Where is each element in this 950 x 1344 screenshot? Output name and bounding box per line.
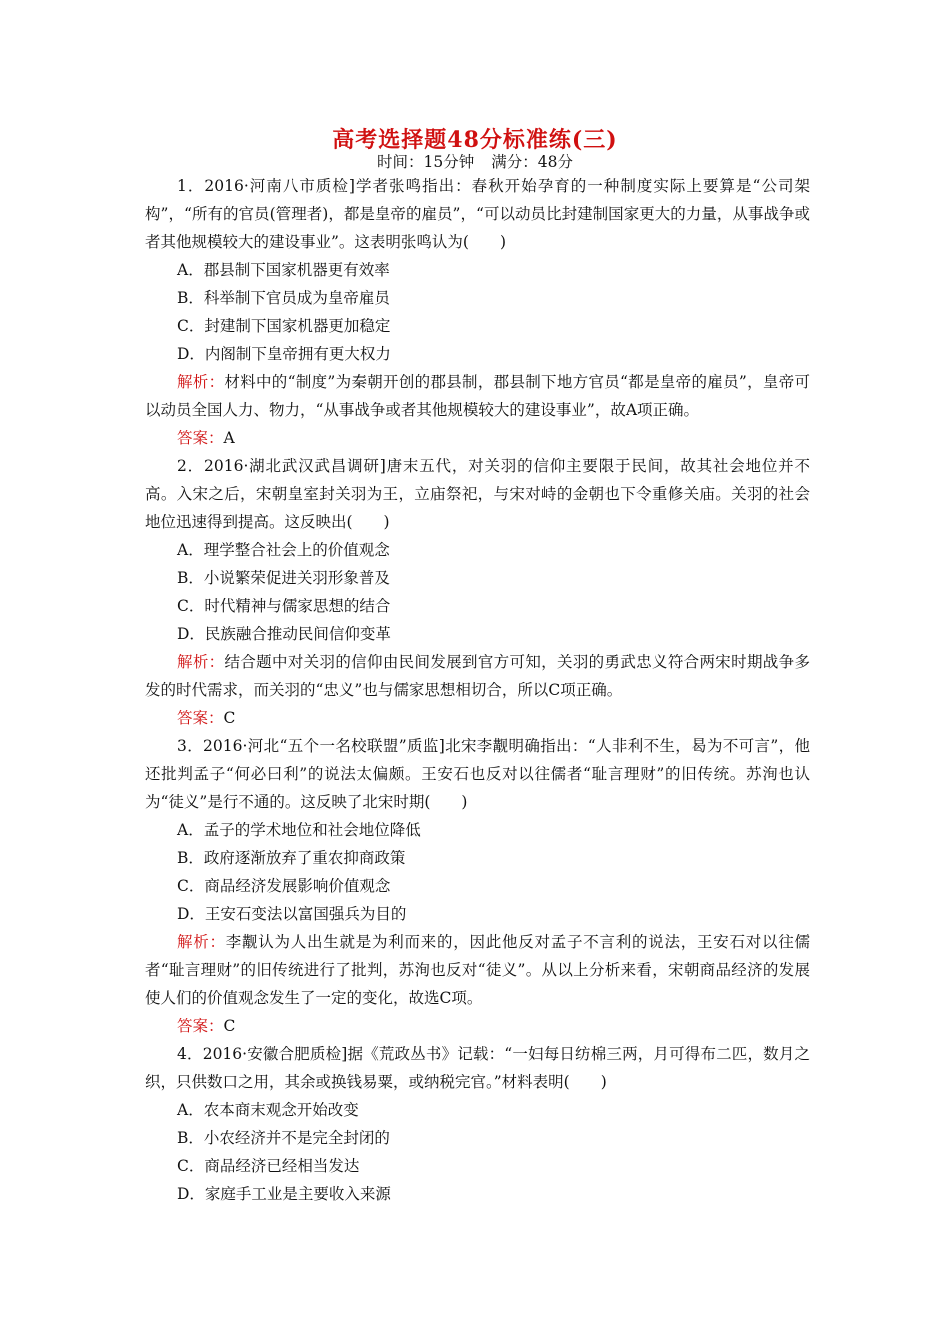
question-4-option-a: A．农本商末观念开始改变	[177, 1101, 359, 1119]
question-4-option-c: C．商品经济已经相当发达	[177, 1157, 360, 1175]
question-2-analysis	[145, 648, 810, 704]
question-1-option-b: B．科举制下官员成为皇帝雇员	[177, 289, 390, 307]
question-4-stem: 4．2016·安徽合肥质检]据《荒政丛书》记载：“一妇每日纺棉三两，月可得布二匹，数月之织，只供数口之用，其余或换钱易粟，或纳税完官。”材料表明( )	[145, 1045, 810, 1091]
question-2-option-d: D．民族融合推动民间信仰变革	[177, 625, 391, 643]
question-3-option-a: A．孟子的学术地位和社会地位降低	[177, 821, 421, 839]
question-4-option-b: B．小农经济并不是完全封闭的	[177, 1129, 390, 1147]
analysis-label: 解析：	[177, 653, 225, 671]
question-2-option-a: A．理学整合社会上的价值观念	[177, 541, 390, 559]
time-limit: 时间：15分钟	[377, 153, 475, 171]
analysis-label: 解析：	[177, 933, 226, 951]
answer-label: 答案：	[177, 1017, 224, 1035]
exam-info	[0, 150, 950, 172]
full-score: 满分：48分	[491, 153, 573, 171]
page-title: 高考选择题48分标准练(三)	[332, 127, 618, 153]
answer-label: 答案：	[177, 429, 224, 447]
question-4-option-d: D．家庭手工业是主要收入来源	[177, 1185, 391, 1203]
answer-value: A	[223, 429, 235, 447]
question-1-analysis	[145, 368, 810, 424]
answer-value: C	[223, 709, 236, 727]
analysis-text: 李觏认为人出生就是为利而来的，因此他反对孟子不言利的说法，王安石对以往儒者“耻言理财”的旧传统进行了批判，苏洵也反对“徒义”。从以上分析来看，宋朝商品经济的发展使人们的价值观念发生了一定的变化，故选C项。	[145, 933, 810, 1007]
question-3-option-b: B．政府逐渐放弃了重农抑商政策	[177, 849, 406, 867]
analysis-text: 结合题中对关羽的信仰由民间发展到官方可知，关羽的勇武忠义符合两宋时期战争多发的时代需求，而关羽的“忠义”也与儒家思想相切合，所以C项正确。	[145, 653, 810, 699]
question-1-option-c: C．封建制下国家机器更加稳定	[177, 317, 391, 335]
question-1-stem: 1．2016·河南八市质检]学者张鸣指出：春秋开始孕育的一种制度实际上要算是“公司架构”，“所有的官员(管理者)，都是皇帝的雇员”，“可以动员比封建制国家更大的力量，从事战争或者其他规模较大的建设事业”。这表明张鸣认为( )	[145, 177, 810, 251]
question-2-option-b: B．小说繁荣促进关羽形象普及	[177, 569, 390, 587]
question-3-answer	[145, 1012, 810, 1040]
analysis-label: 解析：	[177, 373, 225, 391]
question-1-option-d: D．内阁制下皇帝拥有更大权力	[177, 345, 391, 363]
answer-label: 答案：	[177, 709, 224, 727]
question-1-answer	[145, 424, 810, 452]
analysis-text: 材料中的“制度”为秦朝开创的郡县制，郡县制下地方官员“都是皇帝的雇员”，皇帝可以动员全国人力、物力，“从事战争或者其他规模较大的建设事业”，故A项正确。	[145, 373, 810, 419]
question-2-stem: 2．2016·湖北武汉武昌调研]唐末五代，对关羽的信仰主要限于民间，故其社会地位并不高。入宋之后，宋朝皇室封关羽为王，立庙祭祀，与宋对峙的金朝也下令重修关庙。关羽的社会地位迅速得到提高。这反映出( )	[145, 457, 810, 531]
question-2-option-c: C．时代精神与儒家思想的结合	[177, 597, 391, 615]
question-3-analysis	[145, 928, 810, 1012]
question-3-option-d: D．王安石变法以富国强兵为目的	[177, 905, 407, 923]
answer-value: C	[223, 1017, 236, 1035]
question-1-option-a: A．郡县制下国家机器更有效率	[177, 261, 390, 279]
question-list	[145, 172, 810, 1208]
question-2-answer	[145, 704, 810, 732]
question-3-option-c: C．商品经济发展影响价值观念	[177, 877, 391, 895]
question-3-stem: 3．2016·河北“五个一名校联盟”质监]北宋李觏明确指出：“人非利不生，曷为不可言”，他还批判孟子“何必曰利”的说法太偏颇。王安石也反对以往儒者“耻言理财”的旧传统。苏洵也认为“徒义”是行不通的。这反映了北宋时期( )	[145, 737, 810, 811]
